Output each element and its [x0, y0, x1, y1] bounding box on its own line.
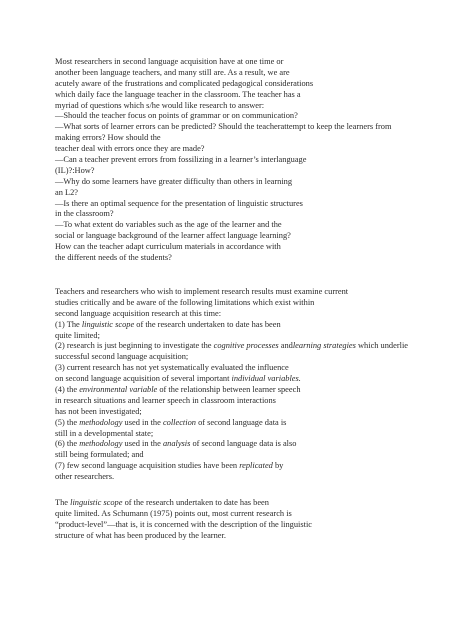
text-line [55, 472, 470, 483]
text-run: quite limited; [55, 330, 100, 340]
text-line [55, 133, 470, 144]
text-line [55, 166, 470, 177]
text-line [55, 79, 470, 90]
text-run: on second language acquisition of several important [55, 374, 232, 384]
text-line [55, 374, 470, 385]
text-run: still in a developmental state; [55, 428, 154, 438]
text-run: —Can a teacher prevent errors from fossilizing in a learner’s interlanguage [55, 155, 307, 165]
text-run: (3) current research has not yet systematically evaluated the influence [55, 363, 289, 373]
text-run: used in the [122, 439, 163, 449]
italic-text-run: linguistic scope [70, 498, 123, 507]
text-line [55, 122, 470, 133]
text-line [55, 363, 470, 374]
text-run: another been language teachers, and many still are. As a result, we are [55, 67, 290, 77]
text-line [55, 111, 470, 122]
text-line [55, 418, 470, 429]
text-run: of the research undertaken to date has been [122, 498, 269, 507]
text-run: an L2? [55, 187, 79, 197]
italic-text-run: analysis [162, 439, 191, 449]
text-run: “product-level”—that is, it is concerned with the description of the linguistic [55, 519, 312, 529]
italic-text-run: learning strategies [292, 341, 356, 351]
text-run: (5) the [55, 417, 80, 427]
text-run: (IL)?:How? [55, 165, 95, 175]
text-line [55, 90, 470, 101]
text-run: making errors? How should the [55, 133, 161, 143]
text-run: in the classroom? [55, 209, 114, 219]
italic-text-run: linguistic scope [81, 319, 135, 329]
text-line [55, 341, 470, 352]
text-line [55, 509, 470, 520]
text-run: quite limited. As Schumann (1975) points out, most current research is [55, 508, 292, 518]
text-line [55, 199, 470, 210]
text-line [55, 450, 470, 461]
text-run: —Why do some learners have greater difficulty than others in learning [55, 176, 293, 186]
text-line [55, 520, 470, 531]
text-run: —Is there an optimal sequence for the presentation of linguistic structures [55, 198, 303, 208]
text-line [55, 396, 470, 407]
text-line [55, 498, 470, 509]
text-run: —To what extent do variables such as the age of the learner and the [55, 220, 282, 230]
paragraph-research-limitations [55, 287, 470, 483]
text-run: (2) research is just beginning to investigate the [55, 341, 214, 351]
text-run: which daily face the language teacher in the classroom. The teacher has a [55, 89, 301, 99]
text-run: myriad of questions which s/he would like research to answer: [55, 100, 265, 110]
text-line [55, 309, 470, 320]
paragraph-linguistic-scope [55, 498, 470, 542]
text-line [55, 439, 470, 450]
text-run: of second language data is [195, 417, 287, 427]
text-run: and [278, 341, 293, 351]
text-run: successful second language acquisition; [55, 352, 189, 362]
italic-text-run: methodology [79, 417, 123, 427]
text-run: social or language background of the learner affect language learning? [55, 231, 291, 241]
text-line [55, 101, 470, 112]
text-run: teacher deal with errors once they are made? [55, 144, 205, 154]
text-run: The [55, 498, 71, 507]
text-run: of second language data is also [190, 439, 297, 449]
text-run: —Should the teacher focus on points of grammar or on communication? [55, 111, 298, 121]
text-line [55, 298, 470, 309]
text-line [55, 57, 470, 68]
text-run: acutely aware of the frustrations and complicated pedagogical considerations [55, 78, 314, 88]
text-run: the different needs of the students? [55, 253, 172, 263]
text-line [55, 68, 470, 79]
text-run: second language acquisition research at this time: [55, 308, 222, 318]
text-line [55, 209, 470, 220]
text-run: which underlie [355, 341, 409, 351]
text-run: Teachers and researchers who wish to implement research results must examine current [55, 287, 349, 296]
text-run: by [272, 461, 284, 471]
text-run: of the relationship between learner speech [157, 385, 301, 395]
text-run: (1) The [55, 319, 82, 329]
italic-text-run: cognitive processes [213, 341, 279, 351]
text-run: studies critically and be aware of the following limitations which exist within [55, 297, 315, 307]
italic-text-run: individual variables. [231, 374, 301, 384]
text-line [55, 352, 470, 363]
text-line [55, 461, 470, 472]
text-line [55, 429, 470, 440]
text-run: other researchers. [55, 472, 115, 482]
text-line [55, 220, 470, 231]
text-run: has not been investigated; [55, 406, 142, 416]
text-run: How can the teacher adapt curriculum materials in accordance with [55, 242, 281, 252]
text-line [55, 231, 470, 242]
text-line [55, 320, 470, 331]
text-run: (7) few second language acquisition studies have been [55, 461, 240, 471]
text-run: (4) the [55, 385, 80, 395]
text-line [55, 531, 470, 542]
paragraph-research-questions [55, 57, 470, 264]
text-run: —What sorts of learner errors can be predicted? Should the teacherattempt to keep the learners from [55, 122, 392, 132]
text-run: Most researchers in second language acquisition have at one time or [55, 57, 284, 66]
text-line [55, 177, 470, 188]
text-line [55, 331, 470, 342]
text-line [55, 253, 470, 264]
text-line [55, 385, 470, 396]
text-line [55, 407, 470, 418]
italic-text-run: replicated [239, 461, 273, 471]
text-run: of the research undertaken to date has been [134, 319, 281, 329]
text-line [55, 155, 470, 166]
italic-text-run: methodology [79, 439, 123, 449]
text-run: still being formulated; and [55, 450, 144, 460]
italic-text-run: environmental variable [79, 385, 158, 395]
text-line [55, 144, 470, 155]
text-run: in research situations and learner speech in classroom interactions [55, 395, 276, 405]
text-run: structure of what has been produced by the learner. [55, 530, 226, 540]
text-line [55, 242, 470, 253]
text-line [55, 188, 470, 199]
text-run: used in the [122, 417, 163, 427]
text-run: (6) the [55, 439, 80, 449]
text-line [55, 287, 470, 298]
italic-text-run: collection [162, 417, 196, 427]
